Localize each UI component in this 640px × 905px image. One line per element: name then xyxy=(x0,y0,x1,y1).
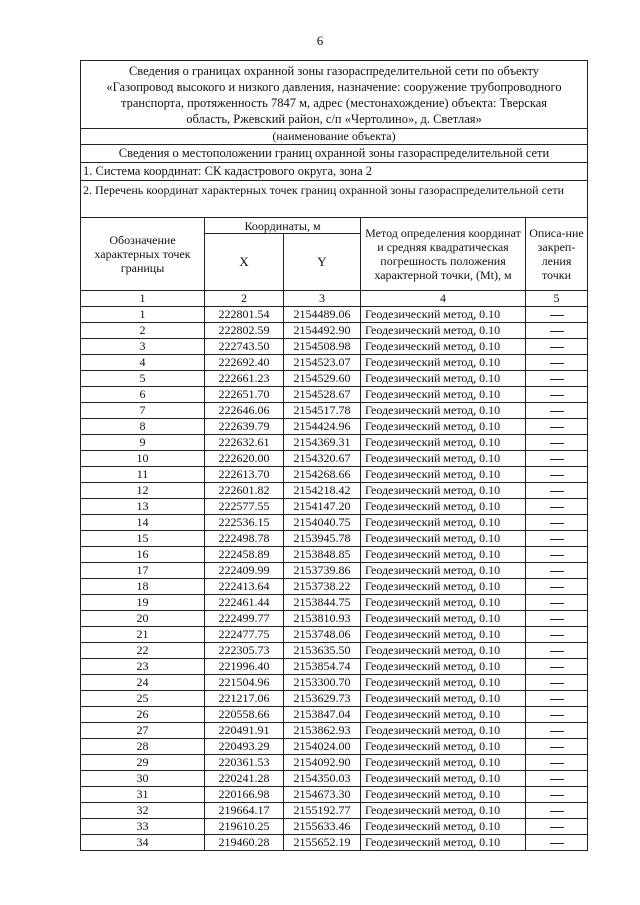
header-line: «Газопровод высокого и низкого давления, назначение: сооружение трубопроводного xyxy=(106,79,562,94)
designation-header: Обозначение характерных точек границы xyxy=(81,218,205,291)
dash-icon xyxy=(550,699,564,700)
dash-icon xyxy=(550,507,564,508)
y-coordinate: 2154673.30 xyxy=(284,787,361,803)
method-cell: Геодезический метод, 0.10 xyxy=(361,307,526,323)
description-cell xyxy=(526,547,588,563)
x-coordinate: 222305.73 xyxy=(205,643,284,659)
coordinates-table xyxy=(80,60,588,851)
method-cell: Геодезический метод, 0.10 xyxy=(361,387,526,403)
table-row xyxy=(81,403,588,419)
point-number: 24 xyxy=(81,675,205,691)
method-cell: Геодезический метод, 0.10 xyxy=(361,435,526,451)
dash-icon xyxy=(550,747,564,748)
description-cell xyxy=(526,563,588,579)
y-coordinate: 2153844.75 xyxy=(284,595,361,611)
method-cell: Геодезический метод, 0.10 xyxy=(361,643,526,659)
description-cell xyxy=(526,419,588,435)
point-number: 6 xyxy=(81,387,205,403)
dash-icon xyxy=(550,539,564,540)
table-row xyxy=(81,515,588,531)
method-cell: Геодезический метод, 0.10 xyxy=(361,787,526,803)
point-number: 3 xyxy=(81,339,205,355)
method-cell: Геодезический метод, 0.10 xyxy=(361,323,526,339)
column-number: 2 xyxy=(205,291,284,307)
y-coordinate: 2154489.06 xyxy=(284,307,361,323)
y-coordinate: 2153748.06 xyxy=(284,627,361,643)
y-coordinate: 2155652.19 xyxy=(284,835,361,851)
method-cell: Геодезический метод, 0.10 xyxy=(361,467,526,483)
list-title-row xyxy=(81,181,588,218)
y-coordinate: 2154508.98 xyxy=(284,339,361,355)
y-coordinate: 2154424.96 xyxy=(284,419,361,435)
coord-system-row xyxy=(81,163,588,181)
y-coordinate: 2153300.70 xyxy=(284,675,361,691)
dash-icon xyxy=(550,827,564,828)
x-coordinate: 222802.59 xyxy=(205,323,284,339)
method-cell: Геодезический метод, 0.10 xyxy=(361,547,526,563)
point-number: 14 xyxy=(81,515,205,531)
method-cell: Геодезический метод, 0.10 xyxy=(361,707,526,723)
description-cell xyxy=(526,515,588,531)
dash-icon xyxy=(550,331,564,332)
description-cell xyxy=(526,323,588,339)
x-coordinate: 220361.53 xyxy=(205,755,284,771)
method-cell: Геодезический метод, 0.10 xyxy=(361,659,526,675)
point-number: 31 xyxy=(81,787,205,803)
table-row xyxy=(81,451,588,467)
point-number: 5 xyxy=(81,371,205,387)
point-number: 29 xyxy=(81,755,205,771)
point-number: 11 xyxy=(81,467,205,483)
dash-icon xyxy=(550,427,564,428)
x-coordinate: 220493.29 xyxy=(205,739,284,755)
table-row xyxy=(81,771,588,787)
y-coordinate: 2153810.93 xyxy=(284,611,361,627)
table-row xyxy=(81,547,588,563)
method-cell: Геодезический метод, 0.10 xyxy=(361,563,526,579)
table-row xyxy=(81,627,588,643)
x-coordinate: 222743.50 xyxy=(205,339,284,355)
description-cell xyxy=(526,467,588,483)
y-coordinate: 2154528.67 xyxy=(284,387,361,403)
point-number: 16 xyxy=(81,547,205,563)
x-coordinate: 220558.66 xyxy=(205,707,284,723)
y-coordinate: 2155633.46 xyxy=(284,819,361,835)
description-cell xyxy=(526,403,588,419)
method-cell: Геодезический метод, 0.10 xyxy=(361,739,526,755)
coords-header: Координаты, м xyxy=(205,218,361,234)
point-number: 4 xyxy=(81,355,205,371)
point-number: 25 xyxy=(81,691,205,707)
dash-icon xyxy=(550,715,564,716)
table-row xyxy=(81,563,588,579)
y-coordinate: 2154529.60 xyxy=(284,371,361,387)
table-row xyxy=(81,723,588,739)
point-number: 2 xyxy=(81,323,205,339)
table-row xyxy=(81,659,588,675)
x-coordinate: 219460.28 xyxy=(205,835,284,851)
y-header: Y xyxy=(284,234,361,291)
dash-icon xyxy=(550,603,564,604)
y-coordinate: 2153862.93 xyxy=(284,723,361,739)
page-number: 6 xyxy=(316,33,324,48)
method-cell: Геодезический метод, 0.10 xyxy=(361,675,526,691)
method-cell: Геодезический метод, 0.10 xyxy=(361,723,526,739)
point-number: 7 xyxy=(81,403,205,419)
x-coordinate: 222499.77 xyxy=(205,611,284,627)
point-number: 10 xyxy=(81,451,205,467)
point-number: 28 xyxy=(81,739,205,755)
point-number: 18 xyxy=(81,579,205,595)
method-cell: Геодезический метод, 0.10 xyxy=(361,483,526,499)
description-cell xyxy=(526,643,588,659)
method-cell: Геодезический метод, 0.10 xyxy=(361,339,526,355)
coord-system: 1. Система координат: СК кадастрового округа, зона 2 xyxy=(81,163,588,181)
y-coordinate: 2154024.00 xyxy=(284,739,361,755)
y-coordinate: 2153848.85 xyxy=(284,547,361,563)
point-number: 20 xyxy=(81,611,205,627)
y-coordinate: 2153738.22 xyxy=(284,579,361,595)
table-row xyxy=(81,787,588,803)
x-coordinate: 222409.99 xyxy=(205,563,284,579)
method-cell: Геодезический метод, 0.10 xyxy=(361,803,526,819)
table-row xyxy=(81,499,588,515)
y-coordinate: 2154147.20 xyxy=(284,499,361,515)
table-row xyxy=(81,323,588,339)
x-coordinate: 222413.64 xyxy=(205,579,284,595)
point-number: 8 xyxy=(81,419,205,435)
description-cell xyxy=(526,611,588,627)
x-coordinate: 222632.61 xyxy=(205,435,284,451)
dash-icon xyxy=(550,475,564,476)
x-header: X xyxy=(205,234,284,291)
table-row xyxy=(81,467,588,483)
y-coordinate: 2153629.73 xyxy=(284,691,361,707)
object-header xyxy=(81,61,588,129)
description-cell xyxy=(526,755,588,771)
table-row xyxy=(81,483,588,499)
x-coordinate: 222801.54 xyxy=(205,307,284,323)
column-header-row xyxy=(81,218,588,234)
method-cell: Геодезический метод, 0.10 xyxy=(361,403,526,419)
dash-icon xyxy=(550,683,564,684)
y-coordinate: 2154369.31 xyxy=(284,435,361,451)
header-line: область, Ржевский район, с/п «Чертолино», д. Светлая» xyxy=(186,111,482,126)
dash-icon xyxy=(550,315,564,316)
point-number: 15 xyxy=(81,531,205,547)
description-cell xyxy=(526,707,588,723)
table-row xyxy=(81,755,588,771)
description-cell xyxy=(526,739,588,755)
dash-icon xyxy=(550,651,564,652)
dash-icon xyxy=(550,779,564,780)
x-coordinate: 222458.89 xyxy=(205,547,284,563)
object-label: (наименование объекта) xyxy=(81,129,588,145)
dash-icon xyxy=(550,523,564,524)
description-cell xyxy=(526,483,588,499)
x-coordinate: 220166.98 xyxy=(205,787,284,803)
method-cell: Геодезический метод, 0.10 xyxy=(361,835,526,851)
dash-icon xyxy=(550,731,564,732)
x-coordinate: 222646.06 xyxy=(205,403,284,419)
method-cell: Геодезический метод, 0.10 xyxy=(361,691,526,707)
y-coordinate: 2153945.78 xyxy=(284,531,361,547)
x-coordinate: 222651.70 xyxy=(205,387,284,403)
table-row xyxy=(81,691,588,707)
dash-icon xyxy=(550,619,564,620)
table-row xyxy=(81,675,588,691)
x-coordinate: 222661.23 xyxy=(205,371,284,387)
x-coordinate: 222461.44 xyxy=(205,595,284,611)
method-cell: Геодезический метод, 0.10 xyxy=(361,499,526,515)
method-cell: Геодезический метод, 0.10 xyxy=(361,611,526,627)
x-coordinate: 219664.17 xyxy=(205,803,284,819)
x-coordinate: 222620.00 xyxy=(205,451,284,467)
table-row xyxy=(81,419,588,435)
y-coordinate: 2153739.86 xyxy=(284,563,361,579)
description-cell xyxy=(526,835,588,851)
dash-icon xyxy=(550,571,564,572)
point-number: 26 xyxy=(81,707,205,723)
dash-icon xyxy=(550,795,564,796)
x-coordinate: 222613.70 xyxy=(205,467,284,483)
dash-icon xyxy=(550,347,564,348)
method-cell: Геодезический метод, 0.10 xyxy=(361,515,526,531)
x-coordinate: 222692.40 xyxy=(205,355,284,371)
point-number: 1 xyxy=(81,307,205,323)
description-cell xyxy=(526,595,588,611)
table-row xyxy=(81,579,588,595)
description-cell xyxy=(526,659,588,675)
x-coordinate: 222498.78 xyxy=(205,531,284,547)
dash-icon xyxy=(550,363,564,364)
dash-icon xyxy=(550,555,564,556)
dash-icon xyxy=(550,411,564,412)
description-cell xyxy=(526,691,588,707)
table-row xyxy=(81,803,588,819)
method-header: Метод определения координат и средняя квадратическая погрешность положения характерной точки, (Mt), м xyxy=(361,218,526,291)
table-row xyxy=(81,819,588,835)
x-coordinate: 222577.55 xyxy=(205,499,284,515)
column-number: 5 xyxy=(526,291,588,307)
x-coordinate: 222536.15 xyxy=(205,515,284,531)
y-coordinate: 2155192.77 xyxy=(284,803,361,819)
point-number: 27 xyxy=(81,723,205,739)
dash-icon xyxy=(550,395,564,396)
table-row xyxy=(81,611,588,627)
point-number: 34 xyxy=(81,835,205,851)
method-cell: Геодезический метод, 0.10 xyxy=(361,451,526,467)
header-line: транспорта, протяженность 7847 м, адрес (местонахождение) объекта: Тверская xyxy=(120,95,548,110)
dash-icon xyxy=(550,811,564,812)
point-number: 13 xyxy=(81,499,205,515)
method-cell: Геодезический метод, 0.10 xyxy=(361,355,526,371)
dash-icon xyxy=(550,443,564,444)
y-coordinate: 2154040.75 xyxy=(284,515,361,531)
point-number: 19 xyxy=(81,595,205,611)
y-coordinate: 2154492.90 xyxy=(284,323,361,339)
x-coordinate: 221996.40 xyxy=(205,659,284,675)
method-cell: Геодезический метод, 0.10 xyxy=(361,579,526,595)
y-coordinate: 2154218.42 xyxy=(284,483,361,499)
point-number: 21 xyxy=(81,627,205,643)
y-coordinate: 2153635.50 xyxy=(284,643,361,659)
table-row xyxy=(81,387,588,403)
description-cell xyxy=(526,579,588,595)
dash-icon xyxy=(550,667,564,668)
dash-icon xyxy=(550,635,564,636)
table-row xyxy=(81,435,588,451)
table-row xyxy=(81,739,588,755)
description-cell xyxy=(526,787,588,803)
table-row xyxy=(81,595,588,611)
x-coordinate: 220241.28 xyxy=(205,771,284,787)
description-cell xyxy=(526,723,588,739)
point-number: 33 xyxy=(81,819,205,835)
column-number: 1 xyxy=(81,291,205,307)
description-cell xyxy=(526,675,588,691)
point-number: 32 xyxy=(81,803,205,819)
x-coordinate: 222477.75 xyxy=(205,627,284,643)
column-number: 4 xyxy=(361,291,526,307)
point-number: 22 xyxy=(81,643,205,659)
y-coordinate: 2154523.07 xyxy=(284,355,361,371)
location-title-row xyxy=(81,145,588,163)
description-cell xyxy=(526,803,588,819)
y-coordinate: 2153847.04 xyxy=(284,707,361,723)
description-cell xyxy=(526,771,588,787)
y-coordinate: 2154268.66 xyxy=(284,467,361,483)
description-header: Описа-ние закреп-ления точки xyxy=(526,218,588,291)
header-line: Сведения о границах охранной зоны газораспределительной сети по объекту xyxy=(128,63,540,78)
dash-icon xyxy=(550,763,564,764)
method-cell: Геодезический метод, 0.10 xyxy=(361,627,526,643)
description-cell xyxy=(526,819,588,835)
x-coordinate: 221217.06 xyxy=(205,691,284,707)
method-cell: Геодезический метод, 0.10 xyxy=(361,419,526,435)
dash-icon xyxy=(550,491,564,492)
description-cell xyxy=(526,371,588,387)
y-coordinate: 2154350.03 xyxy=(284,771,361,787)
method-cell: Геодезический метод, 0.10 xyxy=(361,595,526,611)
x-coordinate: 219610.25 xyxy=(205,819,284,835)
dash-icon xyxy=(550,587,564,588)
dash-icon xyxy=(550,379,564,380)
header-row xyxy=(81,61,588,129)
description-cell xyxy=(526,339,588,355)
description-cell xyxy=(526,451,588,467)
method-cell: Геодезический метод, 0.10 xyxy=(361,531,526,547)
list-title: 2. Перечень координат характерных точек границ охранной зоны газораспределительной сети xyxy=(81,181,588,218)
description-cell xyxy=(526,355,588,371)
table-row xyxy=(81,643,588,659)
point-number: 30 xyxy=(81,771,205,787)
description-cell xyxy=(526,531,588,547)
table-row xyxy=(81,531,588,547)
x-coordinate: 221504.96 xyxy=(205,675,284,691)
y-coordinate: 2154092.90 xyxy=(284,755,361,771)
point-number: 12 xyxy=(81,483,205,499)
point-number: 23 xyxy=(81,659,205,675)
y-coordinate: 2154320.67 xyxy=(284,451,361,467)
description-cell xyxy=(526,435,588,451)
x-coordinate: 222639.79 xyxy=(205,419,284,435)
object-label-row xyxy=(81,129,588,145)
method-cell: Геодезический метод, 0.10 xyxy=(361,371,526,387)
dash-icon xyxy=(550,843,564,844)
column-number-row xyxy=(81,291,588,307)
table-row xyxy=(81,371,588,387)
point-number: 17 xyxy=(81,563,205,579)
dash-icon xyxy=(550,459,564,460)
description-cell xyxy=(526,387,588,403)
column-number: 3 xyxy=(284,291,361,307)
y-coordinate: 2154517.78 xyxy=(284,403,361,419)
table-row xyxy=(81,835,588,851)
table-row xyxy=(81,707,588,723)
x-coordinate: 220491.91 xyxy=(205,723,284,739)
table-row xyxy=(81,339,588,355)
description-cell xyxy=(526,499,588,515)
description-cell xyxy=(526,307,588,323)
x-coordinate: 222601.82 xyxy=(205,483,284,499)
point-number: 9 xyxy=(81,435,205,451)
table-row xyxy=(81,307,588,323)
method-cell: Геодезический метод, 0.10 xyxy=(361,755,526,771)
location-title: Сведения о местоположении границ охранной зоны газораспределительной сети xyxy=(81,145,588,163)
table-row xyxy=(81,355,588,371)
method-cell: Геодезический метод, 0.10 xyxy=(361,819,526,835)
method-cell: Геодезический метод, 0.10 xyxy=(361,771,526,787)
description-cell xyxy=(526,627,588,643)
y-coordinate: 2153854.74 xyxy=(284,659,361,675)
